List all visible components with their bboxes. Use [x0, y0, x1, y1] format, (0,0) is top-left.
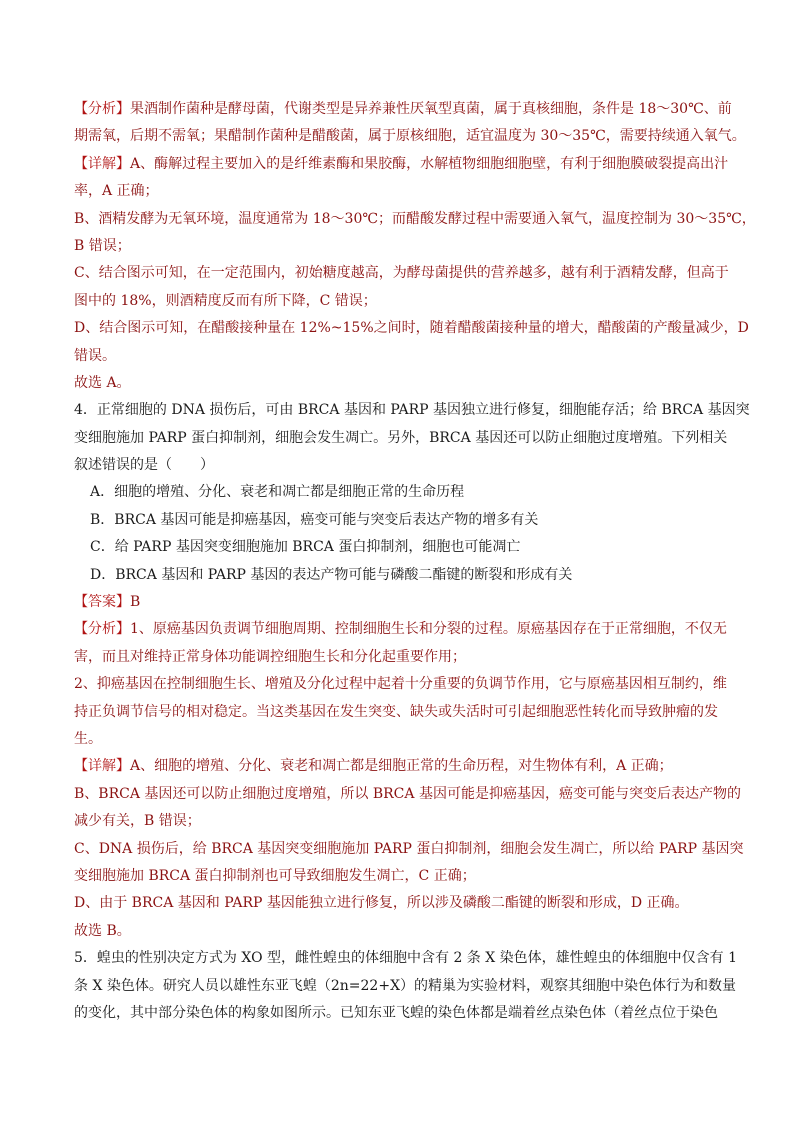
detail-line: 变细胞施加 BRCA 蛋白抑制剂也可导致细胞发生凋亡，C 正确；	[74, 867, 476, 884]
detail-tag: 【详解】	[74, 155, 130, 172]
detail-line: 图中的 18%，则酒精度反而有所下降，C 错误；	[74, 292, 377, 309]
choice-conclusion: 故选 B。	[74, 922, 131, 939]
document-page	[74, 96, 756, 1027]
analysis-line: 期需氧，后期不需氧；果醋制作菌种是醋酸菌，属于原核细胞，适宜温度为 30～35℃，需要持续通入氧气。	[74, 128, 746, 145]
option-d: D．BRCA 基因和 PARP 基因的表达产物可能与磷酸二酯键的断裂和形成有关	[90, 566, 573, 583]
detail-line: 【详解】A、细胞的增殖、分化、衰老和凋亡都是细胞正常的生命历程，对生物体有利，A 正确；	[74, 758, 673, 775]
question-4-stem: 4．正常细胞的 DNA 损伤后，可由 BRCA 基因和 PARP 基因独立进行修复，细胞能存活；给 BRCA 基因突	[74, 402, 750, 419]
detail-line: 【详解】A、酶解过程主要加入的是纤维素酶和果胶酶，水解植物细胞细胞壁，有利于细胞膜破裂提高出汁	[74, 155, 729, 172]
answer-value: B	[130, 594, 141, 611]
question-5-stem: 条 X 染色体。研究人员以雄性东亚飞蝗（2n=22+X）的精巢为实验材料，观察其细胞中染色体行为和数量	[74, 977, 737, 994]
analysis-line: 害，而且对维持正常身体功能调控细胞生长和分化起重要作用；	[74, 648, 466, 665]
detail-line: B、酒精发酵为无氧环境，温度通常为 18～30℃；而醋酸发酵过程中需要通入氧气，温度控制为 30～35℃，	[74, 210, 756, 227]
detail-line: 率，A 正确；	[74, 183, 159, 200]
answer-line	[74, 589, 724, 616]
answer-tag: 【答案】	[74, 594, 130, 611]
analysis-line: 【分析】1、原癌基因负责调节细胞周期、控制细胞生长和分裂的过程。原癌基因存在于正常细胞，不仅无	[74, 621, 727, 638]
detail-line: D、由于 BRCA 基因和 PARP 基因能独立进行修复，所以涉及磷酸二酯键的断裂和形成，D 正确。	[74, 895, 689, 912]
question-4-stem: 叙述错误的是（ ）	[74, 457, 214, 474]
detail-line: D、结合图示可知，在醋酸接种量在 12%~15%之间时，随着醋酸菌接种量的增大，醋酸菌的产酸量减少，D	[74, 320, 749, 337]
analysis-line: 【分析】果酒制作菌种是酵母菌，代谢类型是异养兼性厌氧型真菌，属于真核细胞，条件是 18～30℃、前	[74, 101, 732, 117]
question-5-stem: 的变化，其中部分染色体的构象如图所示。已知东亚飞蝗的染色体都是端着丝点染色体（着丝点位于染色	[74, 1004, 718, 1021]
detail-tag: 【详解】	[74, 758, 130, 775]
analysis-tag: 【分析】	[74, 101, 130, 117]
detail-line: B 错误；	[74, 237, 131, 254]
detail-line: C、结合图示可知，在一定范围内，初始糖度越高，为酵母菌提供的营养越多，越有利于酒精发酵，但高于	[74, 265, 729, 282]
detail-line: B、BRCA 基因还可以防止细胞过度增殖，所以 BRCA 基因可能是抑癌基因，癌变可能与突变后表达产物的	[74, 785, 741, 802]
question-5-stem: 5．蝗虫的性别决定方式为 XO 型，雌性蝗虫的体细胞中含有 2 条 X 染色体，雄性蝗虫的体细胞中仅含有 1	[74, 950, 738, 967]
question-4-stem: 变细胞施加 PARP 蛋白抑制剂，细胞会发生凋亡。另外，BRCA 基因还可以防止细胞过度增殖。下列相关	[74, 429, 728, 446]
detail-line: C、DNA 损伤后，给 BRCA 基因突变细胞施加 PARP 蛋白抑制剂，细胞会发生凋亡，所以给 PARP 基因突	[74, 840, 744, 857]
choice-conclusion: 故选 A。	[74, 374, 131, 391]
analysis-tag: 【分析】	[74, 621, 130, 638]
analysis-line: 2、抑癌基因在控制细胞生长、增殖及分化过程中起着十分重要的负调节作用，它与原癌基因相互制约，维	[74, 676, 727, 693]
option-c: C．给 PARP 基因突变细胞施加 BRCA 蛋白抑制剂，细胞也可能凋亡	[90, 539, 521, 556]
option-a: A．细胞的增殖、分化、衰老和凋亡都是细胞正常的生命历程	[90, 484, 465, 501]
analysis-line: 持正负调节信号的相对稳定。当这类基因在发生突变、缺失或失活时可引起细胞恶性转化而导致肿瘤的发	[74, 703, 718, 720]
detail-line: 错误。	[74, 347, 116, 364]
detail-line: 减少有关，B 错误；	[74, 813, 201, 830]
option-b: B．BRCA 基因可能是抑癌基因，癌变可能与突变后表达产物的增多有关	[90, 511, 539, 528]
analysis-line: 生。	[74, 730, 102, 747]
